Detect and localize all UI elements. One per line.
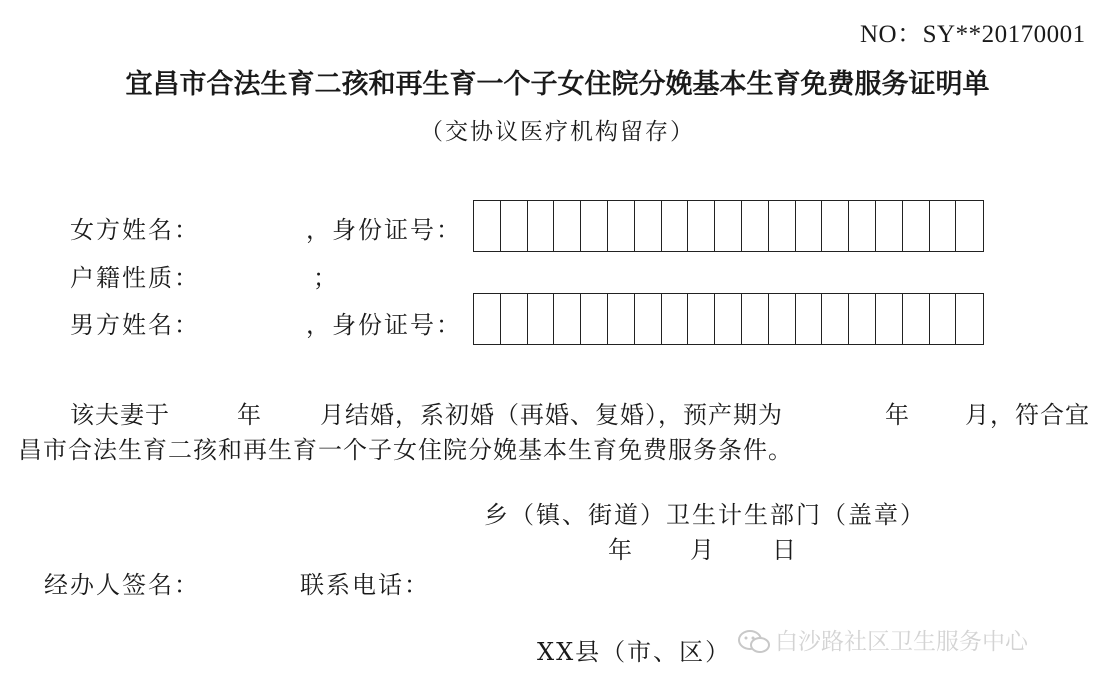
id-digit-box xyxy=(822,201,849,251)
id-digit-box xyxy=(501,201,528,251)
id-digit-box xyxy=(635,294,662,344)
id-digit-box xyxy=(849,294,876,344)
statement-part1: 该夫妻于 xyxy=(70,401,170,429)
id-digit-box xyxy=(903,294,930,344)
id-digit-box xyxy=(688,294,715,344)
handler-phone-label: 联系电话： xyxy=(300,571,430,599)
id-digit-box xyxy=(501,294,528,344)
seal-date-month: 月 xyxy=(690,536,715,564)
id-digit-box xyxy=(876,201,903,251)
id-digit-box xyxy=(474,201,501,251)
id-digit-box xyxy=(528,294,555,344)
id-digit-box xyxy=(662,201,689,251)
female-id-label: ，身份证号： xyxy=(306,216,462,244)
seal-department: 乡（镇、街道）卫生计生部门（盖章） xyxy=(484,501,926,529)
id-digit-box xyxy=(715,294,742,344)
seal-date-year: 年 xyxy=(608,536,633,564)
document-number: NO：SY**20170001 xyxy=(860,21,1086,48)
male-name-label: 男方姓名： xyxy=(70,311,200,339)
statement-year2: 年 xyxy=(885,401,910,429)
id-digit-box xyxy=(769,294,796,344)
id-digit-box xyxy=(474,294,501,344)
id-digit-box xyxy=(822,294,849,344)
id-digit-box xyxy=(715,201,742,251)
statement-month1: 月结婚，系初婚（再婚、复婚），预产期为 xyxy=(320,401,783,429)
county-label: XX县（市、区） xyxy=(537,638,732,666)
id-digit-box xyxy=(769,201,796,251)
id-digit-box xyxy=(876,294,903,344)
statement-month2: 月，符合宜 xyxy=(965,401,1090,429)
id-digit-box xyxy=(956,201,983,251)
household-type-end: ； xyxy=(313,264,339,292)
id-digit-box xyxy=(581,294,608,344)
handler-signature-label: 经办人签名： xyxy=(44,571,200,599)
household-type-label: 户籍性质： xyxy=(70,264,200,292)
id-digit-box xyxy=(956,294,983,344)
id-digit-box xyxy=(742,294,769,344)
id-digit-box xyxy=(662,294,689,344)
id-digit-box xyxy=(849,201,876,251)
male-id-label: ，身份证号： xyxy=(306,311,462,339)
seal-date-day: 日 xyxy=(772,536,797,564)
id-digit-box xyxy=(608,201,635,251)
id-digit-box xyxy=(554,201,581,251)
id-digit-box xyxy=(608,294,635,344)
id-digit-box xyxy=(581,201,608,251)
id-digit-box xyxy=(528,201,555,251)
watermark-text: 白沙路社区卫生服务中心 xyxy=(775,629,1028,655)
id-digit-box xyxy=(903,201,930,251)
id-digit-box xyxy=(742,201,769,251)
id-digit-box xyxy=(930,201,957,251)
id-digit-box xyxy=(930,294,957,344)
statement-year1: 年 xyxy=(237,401,262,429)
female-name-label: 女方姓名： xyxy=(70,216,200,244)
id-digit-box xyxy=(688,201,715,251)
male-id-grid xyxy=(473,293,984,345)
id-digit-box xyxy=(554,294,581,344)
wechat-icon xyxy=(737,628,771,656)
statement-line2: 昌市合法生育二孩和再生育一个子女住院分娩基本生育免费服务条件。 xyxy=(18,436,793,464)
id-digit-box xyxy=(635,201,662,251)
id-digit-box xyxy=(796,201,823,251)
id-digit-box xyxy=(796,294,823,344)
female-id-grid xyxy=(473,200,984,252)
document-subtitle: （交协议医疗机构留存） xyxy=(420,119,695,145)
document-title: 宜昌市合法生育二孩和再生育一个子女住院分娩基本生育免费服务证明单 xyxy=(125,69,990,100)
